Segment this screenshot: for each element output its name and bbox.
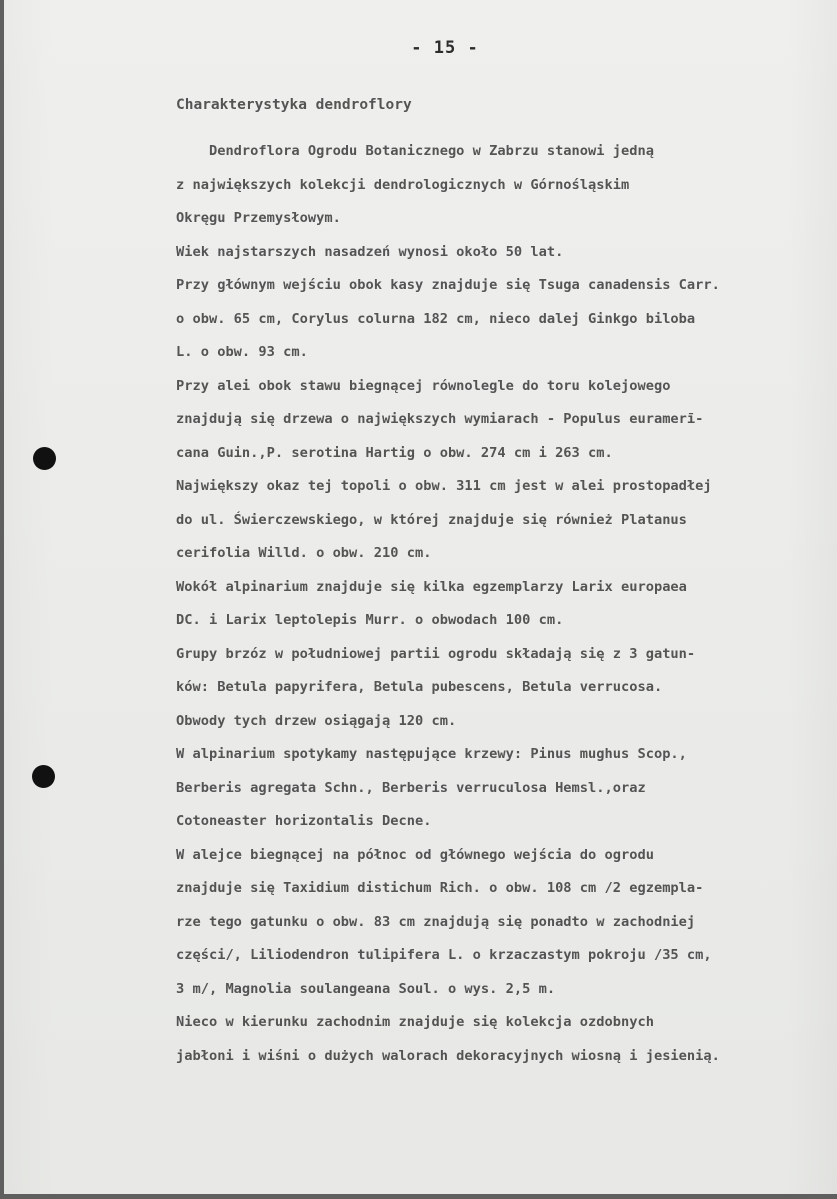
text-line: rze tego gatunku o obw. 83 cm znajdują się ponadto w zachodniej xyxy=(176,913,696,930)
text-line: jabłoni i wiśni o dużych walorach dekoracyjnych wiosną i jesienią. xyxy=(176,1047,720,1064)
text-line: Wiek najstarszych nasadzeń wynosi około 50 lat. xyxy=(176,243,564,260)
text-line: Dendroflora Ogrodu Botanicznego w Zabrzu stanowi jedną xyxy=(176,143,654,159)
text-line: Cotoneaster horizontalis Decne. xyxy=(176,813,432,829)
text-line: części/, Liliodendron tulipifera L. o krzaczastym pokroju /35 cm, xyxy=(176,947,712,963)
text-line: ków: Betula papyrifera, Betula pubescens, Betula verrucosa. xyxy=(176,679,663,695)
text-line: W alpinarium spotykamy następujące krzewy: Pinus mughus Scop., xyxy=(176,746,687,762)
text-line: o obw. 65 cm, Corylus colurna 182 cm, nieco dalej Ginkgo biloba xyxy=(176,310,696,327)
text-line: Okręgu Przemysłowym. xyxy=(176,210,341,226)
text-line: do ul. Świerczewskiego, w której znajduje się również Platanus xyxy=(176,511,687,528)
section-heading: Charakterystyka dendroflory xyxy=(176,97,412,113)
text-line: znajduje się Taxidium distichum Rich. o obw. 108 cm /2 egzempla- xyxy=(176,880,704,896)
text-line: z największych kolekcji dendrologicznych w Górnośląskim xyxy=(176,176,630,193)
text-line: Nieco w kierunku zachodnim znajduje się kolekcja ozdobnych xyxy=(176,1014,654,1030)
text-line: Obwody tych drzew osiągają 120 cm. xyxy=(176,712,457,729)
text-line: znajdują się drzewa o największych wymiarach - Populus euramerī- xyxy=(176,411,704,427)
punch-hole-bottom xyxy=(32,765,55,788)
page-number: - 15 - xyxy=(411,38,479,58)
text-line: Grupy brzóz w południowej partii ogrodu składają się z 3 gatun- xyxy=(176,645,696,662)
text-line: Największy okaz tej topoli o obw. 311 cm jest w alei prostopadłej xyxy=(176,478,712,494)
text-line: cana Guin.,P. serotina Hartig o obw. 274 cm i 263 cm. xyxy=(176,444,613,461)
text-line: Wokół alpinarium znajduje się kilka egzemplarzy Larix europaea xyxy=(176,578,687,595)
punch-hole-top xyxy=(33,447,56,470)
text-line: Berberis agregata Schn., Berberis verruculosa Hemsl.,oraz xyxy=(176,779,646,796)
text-line: DC. i Larix leptolepis Murr. o obwodach 100 cm. xyxy=(176,612,564,628)
document-page xyxy=(4,0,837,1194)
text-line: 3 m/, Magnolia soulangeana Soul. o wys. 2,5 m. xyxy=(176,980,556,997)
text-line: cerifolia Willd. o obw. 210 cm. xyxy=(176,545,432,561)
text-line: W alejce biegnącej na północ od głównego wejścia do ogrodu xyxy=(176,846,654,863)
body-text xyxy=(176,135,837,1073)
text-line: L. o obw. 93 cm. xyxy=(176,344,308,360)
text-line: Przy alei obok stawu biegnącej równolegle do toru kolejowego xyxy=(176,377,671,394)
text-line: Przy głównym wejściu obok kasy znajduje się Tsuga canadensis Carr. xyxy=(176,277,720,293)
